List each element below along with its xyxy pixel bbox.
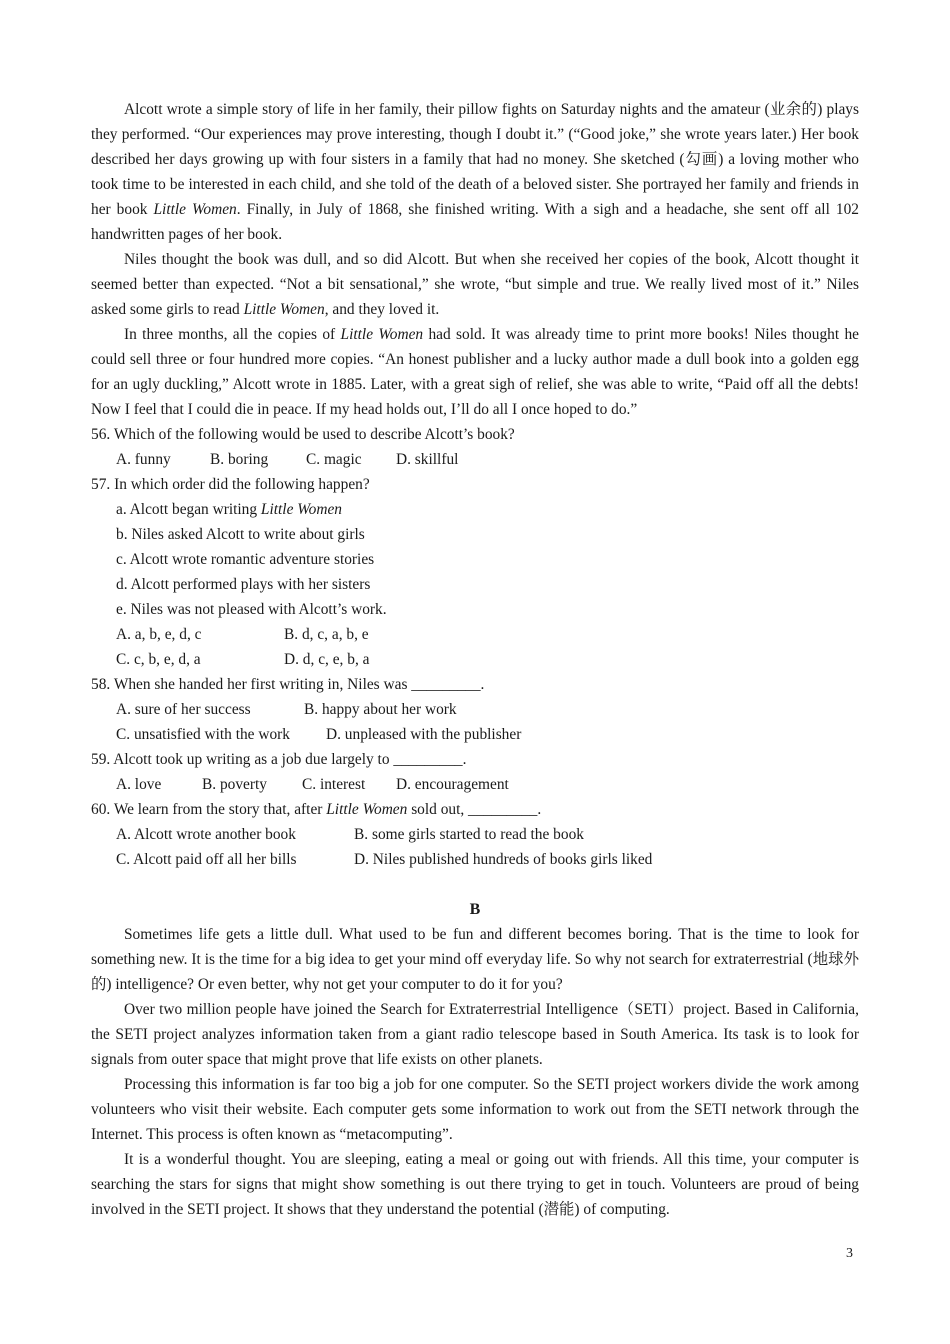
event-item	[91, 497, 859, 522]
event-item	[91, 522, 859, 547]
paragraph	[91, 97, 859, 247]
answer-option: A. Alcott wrote another book	[116, 826, 296, 843]
question-number: 60.	[91, 801, 114, 818]
page-number: 3	[846, 1246, 853, 1261]
text-run: Alcott took up writing as a job due largely to _________.	[113, 751, 467, 768]
answer-option: C. unsatisfied with the work	[116, 726, 290, 743]
text-run: Alcott wrote a simple story of life in her family, their pillow fights on Saturday nights and the amateur (业余的) plays they performed. “Our experiences may prove interesting, though I doubt it.” (“Good joke,” she wrote years later.) Her book described her days growing up with four sisters in a family that had no money. She sketched (勾画) a loving mother who took time to be interested in each child, and she told of the death of a beloved sister. She portrayed her family and friends in her book	[91, 101, 859, 218]
book-title: Little Women	[326, 801, 408, 818]
question-stem	[91, 797, 859, 822]
text-run: In three months, all the copies of	[124, 326, 341, 343]
text-run: In which order did the following happen?	[114, 476, 370, 493]
book-title: Little Women	[260, 501, 342, 518]
answer-option: C. c, b, e, d, a	[116, 651, 201, 668]
event-item	[91, 572, 859, 597]
answer-option: C. Alcott paid off all her bills	[116, 851, 297, 868]
text-run: a. Alcott began writing	[116, 501, 261, 518]
text-run: , and they loved it.	[324, 301, 440, 318]
text-run: c. Alcott wrote romantic adventure stories	[116, 551, 375, 568]
document-page	[91, 97, 859, 1222]
option-row	[91, 722, 859, 747]
option-row	[91, 647, 859, 672]
paragraph	[91, 247, 859, 322]
question-stem	[91, 422, 859, 447]
paragraph: Over two million people have joined the Search for Extraterrestrial Intelligence（SETI）project. Based in California, the SETI project analyzes information taken from a giant radio telescope based in South America. Its task is to look for signals from outer space that might prove that life exists on other planets.	[91, 1001, 859, 1068]
answer-option: D. d, c, e, b, a	[284, 651, 370, 668]
answer-option: D. unpleased with the publisher	[326, 726, 522, 743]
text-run: Which of the following would be used to describe Alcott’s book?	[113, 426, 515, 443]
paragraph: Sometimes life gets a little dull. What used to be fun and different becomes boring. That is the time to look for something new. It is the time for a big idea to get your mind off everyday life. So why not search for extraterrestrial (地球外的) intelligence? Or even better, why not get your computer to do it for you?	[91, 926, 859, 993]
book-title: Little Women	[243, 301, 325, 318]
answer-option: B. d, c, a, b, e	[284, 626, 369, 643]
passage-b	[91, 922, 859, 1222]
text-run: d. Alcott performed plays with her sisters	[116, 576, 371, 593]
text-run: We learn from the story that, after	[113, 801, 327, 818]
event-item	[91, 547, 859, 572]
option-row	[91, 697, 859, 722]
paragraph: It is a wonderful thought. You are sleeping, eating a meal or going out with friends. All this time, your computer is searching the stars for signs that might show something is out there trying to get in touch. Volunteers are proud of being involved in the SETI project. It shows that they understand the potential (潜能) of computing.	[91, 1151, 859, 1218]
answer-option: A. funny	[116, 451, 171, 468]
paragraph	[91, 322, 859, 422]
book-title: Little Women	[340, 326, 424, 343]
answer-option: C. magic	[306, 451, 362, 468]
answer-option: B. happy about her work	[304, 701, 457, 718]
text-run: . Finally, in July of 1868, she finished writing. With a sigh and a headache, she sent off all 102 handwritten pages of her book.	[91, 201, 859, 243]
text-run: sold out, _________.	[407, 801, 542, 818]
answer-option: D. skillful	[396, 451, 459, 468]
question-stem	[91, 472, 859, 497]
answer-option: D. encouragement	[396, 776, 509, 793]
question-number: 57.	[91, 476, 115, 493]
section-title-b: B	[469, 901, 481, 918]
option-row	[91, 622, 859, 647]
question-number: 59.	[91, 751, 114, 768]
text-run: When she handed her first writing in, Niles was _________.	[113, 676, 485, 693]
answer-option: B. boring	[210, 451, 269, 468]
question-number: 58.	[91, 676, 114, 693]
text-run: had sold. It was already time to print more books! Niles thought he could sell three or four hundred more copies. “An honest publisher and a lucky author made a dull book into a golden egg for an ugly duckling,” Alcott wrote in 1885. Later, with a great sigh of relief, she was able to write, “Paid off all the debts! Now I feel that I could die in peace. If my head holds out, I’ll do all I once hoped to do.”	[91, 326, 859, 418]
paragraph: Processing this information is far too big a job for one computer. So the SETI project workers divide the work among volunteers who visit their website. Each computer gets some information to work out from the SETI network through the Internet. This process is often known as “metacomputing”.	[91, 1076, 859, 1143]
answer-option: C. interest	[302, 776, 366, 793]
book-title: Little Women	[153, 201, 237, 218]
option-row	[91, 772, 859, 797]
answer-option: A. love	[116, 776, 162, 793]
answer-option: D. Niles published hundreds of books girls liked	[354, 851, 653, 868]
event-item	[91, 597, 859, 622]
option-row	[91, 847, 859, 872]
text-run: Niles thought the book was dull, and so did Alcott. But when she received her copies of the book, Alcott thought it seemed better than expected. “Not a bit sensational,” she wrote, “but simple and true. We really lived most of it.” Niles asked some girls to read	[91, 251, 859, 318]
text-run: e. Niles was not pleased with Alcott’s work.	[116, 601, 387, 618]
answer-option: A. a, b, e, d, c	[116, 626, 202, 643]
passage-a	[91, 97, 859, 422]
text-run: b. Niles asked Alcott to write about girls	[116, 526, 365, 543]
answer-option: B. some girls started to read the book	[354, 826, 584, 843]
answer-option: B. poverty	[202, 776, 267, 793]
answer-option: A. sure of her success	[116, 701, 251, 718]
question-stem	[91, 672, 859, 697]
question-number: 56.	[91, 426, 114, 443]
question-stem	[91, 747, 859, 772]
question-list	[91, 422, 859, 872]
option-row	[91, 447, 859, 472]
option-row	[91, 822, 859, 847]
